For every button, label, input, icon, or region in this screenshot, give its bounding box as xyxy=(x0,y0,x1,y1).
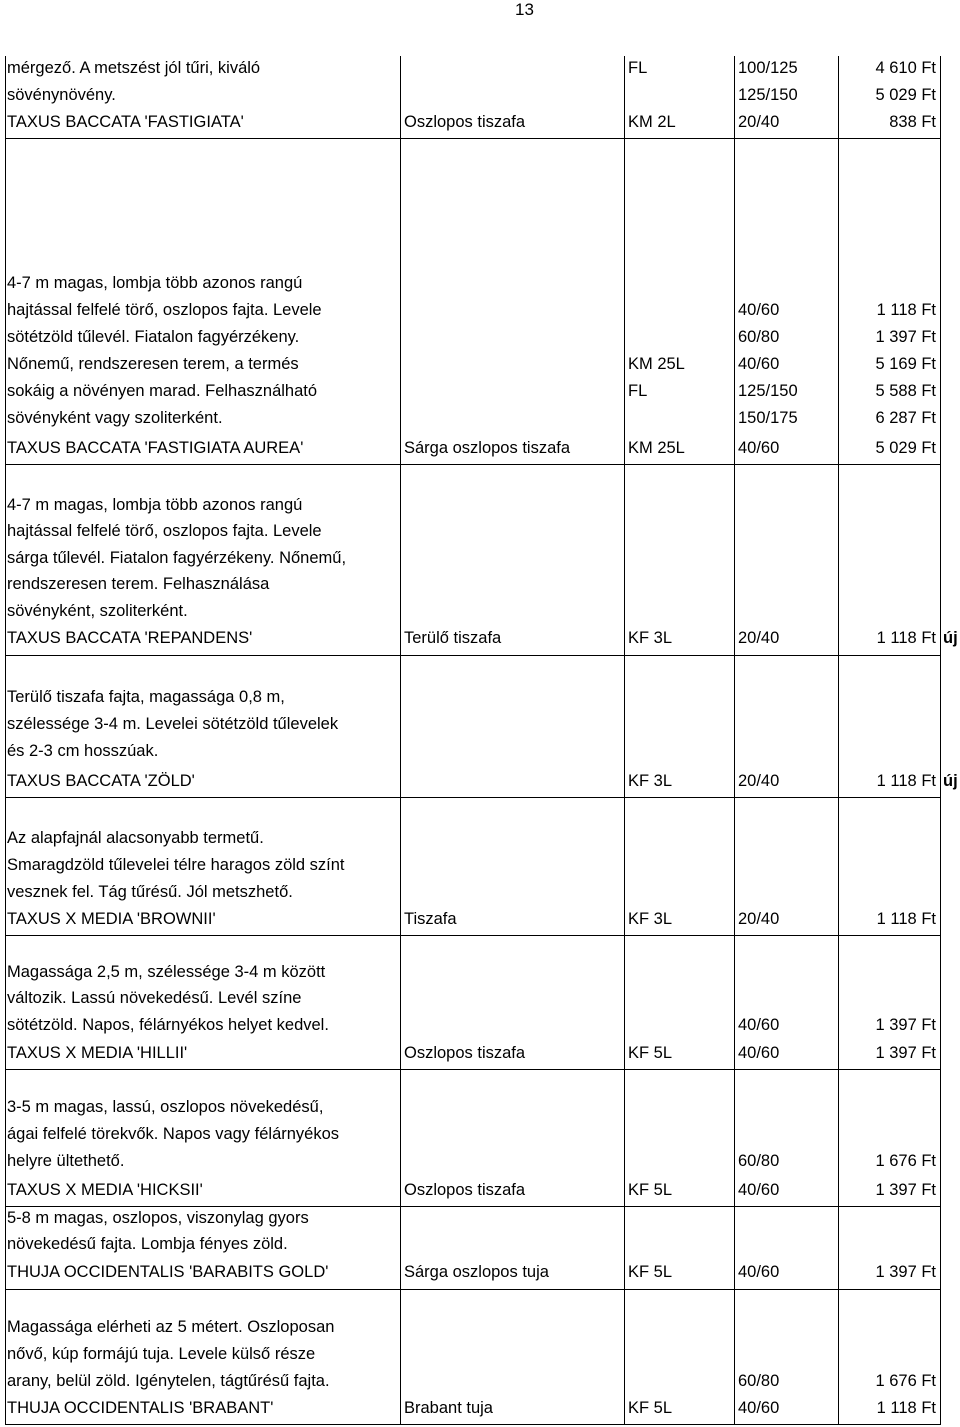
price: 1 397 Ft xyxy=(875,1263,936,1281)
plant-size: 60/80 xyxy=(738,328,780,346)
plant-description: sövénynövény. xyxy=(7,86,116,104)
plant-description: mérgező. A metszést jól tűri, kiváló xyxy=(7,59,261,77)
plant-description: 3-5 m magas, lassú, oszlopos növekedésű, xyxy=(7,1098,324,1116)
container-type: FL xyxy=(628,382,648,400)
plant-description: nővő, kúp formájú tuja. Levele külső része xyxy=(7,1345,316,1363)
plant-name: TAXUS BACCATA 'ZÖLD' xyxy=(7,772,195,790)
container-type: KM 25L xyxy=(628,355,685,373)
plant-name: TAXUS X MEDIA 'HILLII' xyxy=(7,1044,188,1062)
plant-size: 125/150 xyxy=(738,382,798,400)
plant-name: TAXUS BACCATA 'REPANDENS' xyxy=(7,629,253,647)
column-rule xyxy=(5,56,6,1424)
common-name: Sárga oszlopos tiszafa xyxy=(404,439,571,457)
plant-size: 20/40 xyxy=(738,113,780,131)
plant-description: változik. Lassú növekedésű. Levél színe xyxy=(7,989,302,1007)
row-rule xyxy=(5,138,941,139)
plant-size: 40/60 xyxy=(738,355,780,373)
container-type: KF 5L xyxy=(628,1399,673,1417)
row-rule xyxy=(5,1424,941,1425)
page-number: 13 xyxy=(515,0,534,19)
price: 838 Ft xyxy=(889,113,936,131)
column-rule xyxy=(400,56,401,1424)
common-name: Oszlopos tiszafa xyxy=(404,1181,526,1199)
plant-size: 40/60 xyxy=(738,439,780,457)
row-rule xyxy=(5,1069,941,1070)
plant-description: Az alapfajnál alacsonyabb termetű. xyxy=(7,829,264,847)
plant-description: növekedésű fajta. Lombja fényes zöld. xyxy=(7,1235,288,1253)
plant-size: 20/40 xyxy=(738,772,780,790)
plant-description: és 2-3 cm hosszúak. xyxy=(7,742,159,760)
container-type: KF 5L xyxy=(628,1181,673,1199)
row-rule xyxy=(5,464,941,465)
plant-size: 40/60 xyxy=(738,1016,780,1034)
plant-description: Magassága 2,5 m, szélessége 3-4 m között xyxy=(7,963,326,981)
common-name: Terülő tiszafa xyxy=(404,629,502,647)
price: 4 610 Ft xyxy=(875,59,936,77)
plant-description: 5-8 m magas, oszlopos, viszonylag gyors xyxy=(7,1209,309,1227)
price: 1 676 Ft xyxy=(875,1152,936,1170)
container-type: KF 3L xyxy=(628,910,673,928)
price: 1 118 Ft xyxy=(876,1399,936,1417)
plant-description: Smaragdzöld tűlevelei télre haragos zöld színt xyxy=(7,856,345,874)
container-type: KF 5L xyxy=(628,1263,673,1281)
price: 5 588 Ft xyxy=(875,382,936,400)
price: 1 397 Ft xyxy=(875,1181,936,1199)
price: 5 029 Ft xyxy=(875,86,936,104)
plant-description: szélessége 3-4 m. Levelei sötétzöld tűlevelek xyxy=(7,715,339,733)
new-badge: új xyxy=(943,772,958,790)
plant-size: 100/125 xyxy=(738,59,798,77)
plant-size: 20/40 xyxy=(738,910,780,928)
plant-description: 4-7 m magas, lombja több azonos rangú xyxy=(7,496,303,514)
common-name: Sárga oszlopos tuja xyxy=(404,1263,549,1281)
plant-size: 40/60 xyxy=(738,1044,780,1062)
row-rule xyxy=(5,655,941,656)
container-type: KM 25L xyxy=(628,439,685,457)
price: 5 169 Ft xyxy=(875,355,936,373)
plant-description: helyre ültethető. xyxy=(7,1152,125,1170)
price: 1 397 Ft xyxy=(875,1016,936,1034)
plant-name: TAXUS X MEDIA 'BROWNII' xyxy=(7,910,216,928)
plant-description: hajtással felfelé törő, oszlopos fajta. Levele xyxy=(7,301,322,319)
plant-name: TAXUS BACCATA 'FASTIGIATA AUREA' xyxy=(7,439,304,457)
container-type: KF 5L xyxy=(628,1044,673,1062)
row-rule xyxy=(5,1206,941,1207)
plant-description: sokáig a növényen marad. Felhasználható xyxy=(7,382,318,400)
container-type: FL xyxy=(628,59,648,77)
price: 1 676 Ft xyxy=(875,1372,936,1390)
plant-size: 40/60 xyxy=(738,1399,780,1417)
row-rule xyxy=(5,797,941,798)
plant-description: sövényként, szoliterként. xyxy=(7,602,188,620)
plant-size: 20/40 xyxy=(738,629,780,647)
plant-description: arany, belül zöld. Igénytelen, tágtűrésű fajta. xyxy=(7,1372,330,1390)
price: 5 029 Ft xyxy=(875,439,936,457)
plant-description: hajtással felfelé törő, oszlopos fajta. Levele xyxy=(7,522,322,540)
plant-size: 40/60 xyxy=(738,1263,780,1281)
column-rule xyxy=(838,56,839,1424)
common-name: Oszlopos tiszafa xyxy=(404,1044,526,1062)
plant-description: vesznek fel. Tág tűrésű. Jól metszhető. xyxy=(7,883,293,901)
common-name: Tiszafa xyxy=(404,910,457,928)
plant-description: rendszeresen terem. Felhasználása xyxy=(7,575,270,593)
price: 1 118 Ft xyxy=(876,772,936,790)
container-type: KF 3L xyxy=(628,629,673,647)
column-rule xyxy=(734,56,735,1424)
container-type: KF 3L xyxy=(628,772,673,790)
plant-name: TAXUS BACCATA 'FASTIGIATA' xyxy=(7,113,244,131)
plant-size: 150/175 xyxy=(738,409,798,427)
plant-name: THUJA OCCIDENTALIS 'BARABITS GOLD' xyxy=(7,1263,329,1281)
price: 1 118 Ft xyxy=(876,910,936,928)
plant-description: 4-7 m magas, lombja több azonos rangú xyxy=(7,274,303,292)
price: 1 397 Ft xyxy=(875,328,936,346)
plant-size: 40/60 xyxy=(738,1181,780,1199)
price: 1 118 Ft xyxy=(876,629,936,647)
plant-description: ágai felfelé törekvők. Napos vagy félárnyékos xyxy=(7,1125,340,1143)
new-badge: új xyxy=(943,629,958,647)
container-type: KM 2L xyxy=(628,113,676,131)
common-name: Brabant tuja xyxy=(404,1399,493,1417)
plant-description: sötétzöld. Napos, félárnyékos helyet kedvel. xyxy=(7,1016,329,1034)
plant-name: THUJA OCCIDENTALIS 'BRABANT' xyxy=(7,1399,274,1417)
plant-description: Terülő tiszafa fajta, magassága 0,8 m, xyxy=(7,688,285,706)
plant-description: sövényként vagy szoliterként. xyxy=(7,409,223,427)
price: 6 287 Ft xyxy=(875,409,936,427)
price: 1 397 Ft xyxy=(875,1044,936,1062)
plant-size: 125/150 xyxy=(738,86,798,104)
common-name: Oszlopos tiszafa xyxy=(404,113,526,131)
plant-name: TAXUS X MEDIA 'HICKSII' xyxy=(7,1181,203,1199)
column-rule xyxy=(940,56,941,1424)
plant-size: 60/80 xyxy=(738,1152,780,1170)
plant-description: sötétzöld tűlevél. Fiatalon fagyérzékeny. xyxy=(7,328,300,346)
plant-size: 40/60 xyxy=(738,301,780,319)
price: 1 118 Ft xyxy=(876,301,936,319)
plant-description: Magassága elérheti az 5 métert. Oszloposan xyxy=(7,1318,335,1336)
plant-description: Nőnemű, rendszeresen terem, a termés xyxy=(7,355,299,373)
plant-description: sárga tűlevél. Fiatalon fagyérzékeny. Nőnemű, xyxy=(7,549,347,567)
row-rule xyxy=(5,1289,941,1290)
plant-size: 60/80 xyxy=(738,1372,780,1390)
column-rule xyxy=(624,56,625,1424)
row-rule xyxy=(5,935,941,936)
